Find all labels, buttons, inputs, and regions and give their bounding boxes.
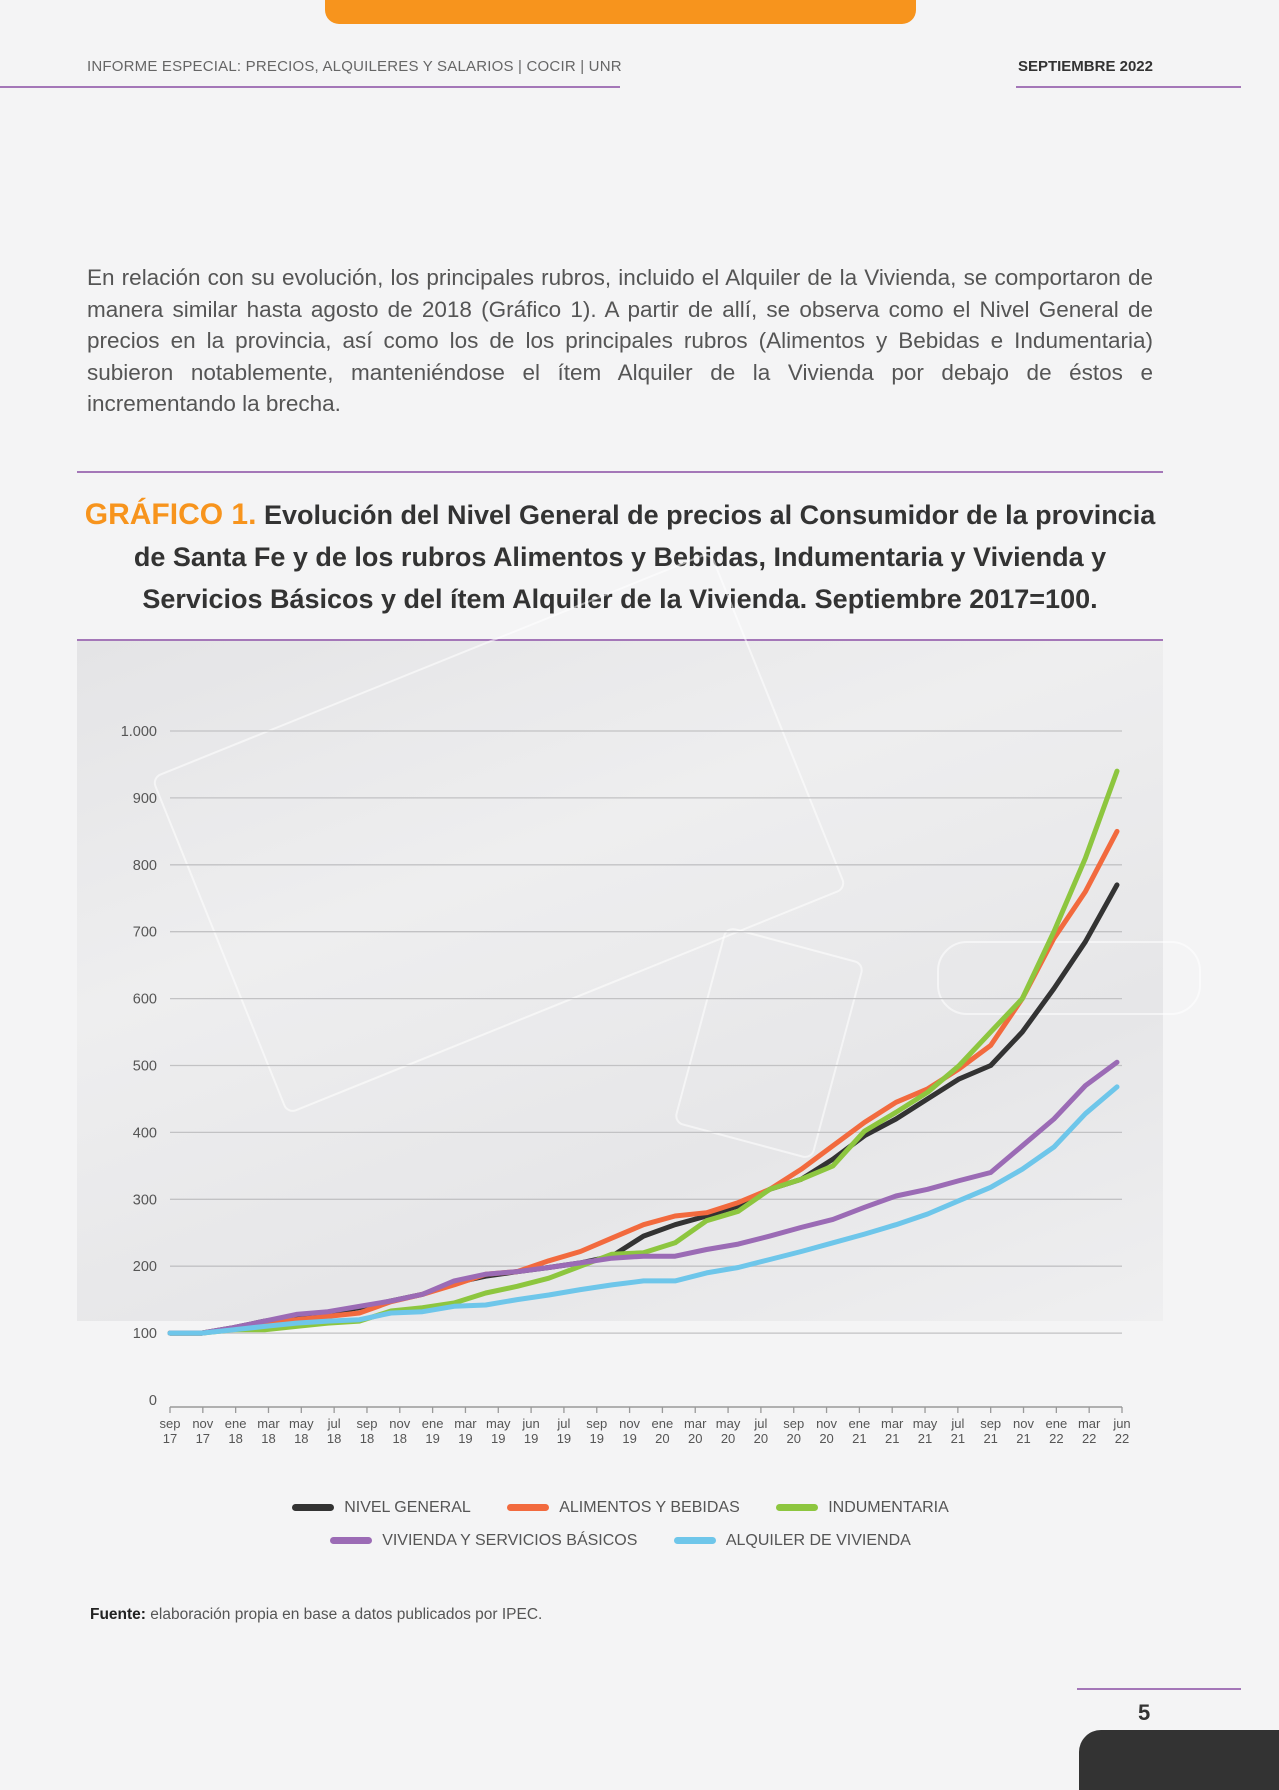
- series-line-4: [170, 1087, 1117, 1333]
- x-tick-label: 21: [884, 1431, 900, 1446]
- x-tick-label: jul: [557, 1416, 571, 1431]
- x-tick-label: 20: [819, 1431, 834, 1446]
- y-tick-label: 0: [148, 1393, 157, 1409]
- x-tick-label: 20: [786, 1431, 801, 1446]
- y-tick-label: 500: [132, 1058, 157, 1075]
- report-header-date: SEPTIEMBRE 2022: [1017, 58, 1153, 75]
- x-tick-label: 19: [491, 1431, 506, 1446]
- x-tick-label: 21: [917, 1431, 933, 1446]
- chart-caption-label: GRÁFICO 1.: [84, 498, 257, 531]
- x-tick-label: may: [289, 1416, 314, 1431]
- source-text: elaboración propia en base a datos publicados por IPEC.: [150, 1606, 543, 1623]
- y-tick-label: 100: [132, 1326, 157, 1343]
- x-tick-label: jul: [754, 1416, 768, 1431]
- x-tick-label: jul: [327, 1416, 341, 1431]
- x-tick-label: nov: [619, 1416, 641, 1431]
- series-line-2: [170, 771, 1117, 1333]
- x-tick-label: 21: [1016, 1431, 1031, 1446]
- x-tick-label: sep: [159, 1416, 181, 1431]
- x-tick-label: mar: [684, 1416, 707, 1431]
- x-tick-label: 22: [1081, 1431, 1097, 1446]
- x-tick-label: nov: [192, 1416, 214, 1431]
- page-number: 5: [1138, 1700, 1151, 1725]
- x-tick-label: 18: [294, 1431, 309, 1446]
- header-rule-left: [0, 86, 620, 88]
- legend-swatch: [330, 1537, 372, 1544]
- legend-swatch: [674, 1537, 716, 1544]
- legend-label: NIVEL GENERAL: [344, 1498, 471, 1516]
- line-chart: [77, 641, 1163, 1446]
- x-tick-label: sep: [980, 1416, 1002, 1431]
- x-tick-label: 19: [523, 1431, 539, 1446]
- report-header-title: INFORME ESPECIAL: PRECIOS, ALQUILERES Y SALARIOS | COCIR | UNR: [87, 58, 622, 75]
- legend-label: INDUMENTARIA: [828, 1498, 949, 1516]
- x-tick-label: jul: [951, 1416, 965, 1431]
- y-tick-label: 200: [132, 1259, 157, 1276]
- y-tick-label: 700: [132, 924, 157, 941]
- x-tick-label: may: [912, 1416, 938, 1431]
- header-accent-tab: [325, 0, 916, 24]
- x-tick-label: ene: [651, 1416, 674, 1431]
- x-tick-label: ene: [224, 1416, 247, 1431]
- x-tick-label: 22: [1049, 1431, 1064, 1446]
- chart-area: [77, 641, 1163, 1446]
- x-tick-label: sep: [356, 1416, 378, 1431]
- y-tick-label: 900: [132, 790, 157, 807]
- x-tick-label: 18: [359, 1431, 375, 1446]
- x-tick-label: sep: [783, 1416, 805, 1431]
- source-label: Fuente:: [90, 1606, 146, 1623]
- footer-rule: [1077, 1688, 1241, 1690]
- x-tick-label: 19: [556, 1431, 572, 1446]
- x-tick-label: ene: [421, 1416, 444, 1431]
- x-tick-label: may: [715, 1416, 741, 1431]
- y-tick-label: 400: [132, 1125, 157, 1142]
- x-tick-label: 19: [458, 1431, 473, 1446]
- x-tick-label: ene: [848, 1416, 871, 1431]
- y-tick-label: 600: [132, 991, 157, 1008]
- legend-item-indumentaria: [776, 1499, 949, 1517]
- legend-item-vivienda: [330, 1532, 637, 1550]
- x-tick-label: 18: [228, 1431, 243, 1446]
- x-tick-label: 19: [622, 1431, 637, 1446]
- x-tick-label: mar: [1077, 1416, 1101, 1431]
- chart-caption-text: Evolución del Nivel General de precios al Consumidor de la provincia de Santa Fe y de los rubros Alimentos y Bebidas, Indumentaria y Vivienda y Servicios Básicos y del ítem Alquiler de la Vivienda. Septiembre 2017=100.: [133, 500, 1156, 614]
- x-tick-label: sep: [586, 1416, 608, 1431]
- legend-item-nivel-general: [292, 1499, 471, 1517]
- x-tick-label: 18: [261, 1431, 276, 1446]
- legend-row-1: [0, 1498, 1241, 1517]
- intro-paragraph: En relación con su evolución, los principales rubros, incluido el Alquiler de la Vivienda, se comportaron de manera similar hasta agosto de 2018 (Gráfico 1). A partir de allí, se observa como el Nivel General de precios en la provincia, así como los de los principales rubros (Alimentos y Bebidas e Indumentaria) subieron notablemente, manteniéndose el ítem Alquiler de la Vivienda por debajo de éstos e incrementando la brecha.: [87, 265, 1153, 416]
- source-note: [90, 1606, 542, 1624]
- x-tick-label: 18: [326, 1431, 342, 1446]
- x-tick-label: 20: [720, 1431, 736, 1446]
- legend-row-2: [0, 1531, 1241, 1550]
- x-tick-label: 21: [983, 1431, 998, 1446]
- x-tick-label: 21: [950, 1431, 966, 1446]
- x-tick-label: may: [485, 1416, 511, 1431]
- x-tick-label: 18: [392, 1431, 408, 1446]
- x-tick-label: 17: [162, 1431, 178, 1446]
- x-tick-label: nov: [816, 1416, 838, 1431]
- legend-label: ALQUILER DE VIVIENDA: [725, 1531, 911, 1549]
- x-tick-label: jun: [1113, 1416, 1131, 1431]
- legend-label: ALIMENTOS Y BEBIDAS: [559, 1498, 740, 1516]
- footer-corner-block: [1079, 1730, 1279, 1790]
- x-tick-label: 19: [425, 1431, 440, 1446]
- y-tick-label: 1.000: [120, 724, 157, 740]
- x-tick-label: nov: [1013, 1416, 1035, 1431]
- x-tick-label: 19: [589, 1431, 604, 1446]
- x-tick-label: mar: [257, 1416, 280, 1431]
- legend-swatch: [292, 1504, 334, 1511]
- x-tick-label: 17: [195, 1431, 211, 1446]
- legend-label: VIVIENDA Y SERVICIOS BÁSICOS: [382, 1531, 638, 1549]
- x-tick-label: 20: [688, 1431, 703, 1446]
- legend-item-alimentos: [507, 1499, 740, 1517]
- x-tick-label: 20: [655, 1431, 670, 1446]
- x-tick-label: 20: [753, 1431, 769, 1446]
- legend-item-alquiler: [674, 1532, 911, 1550]
- series-line-3: [170, 1062, 1117, 1333]
- x-tick-label: mar: [881, 1416, 904, 1431]
- caption-rule-top: [77, 471, 1163, 473]
- legend-swatch: [776, 1504, 818, 1511]
- x-tick-label: 21: [852, 1431, 867, 1446]
- x-tick-label: 22: [1114, 1431, 1130, 1446]
- x-tick-label: jun: [522, 1416, 540, 1431]
- x-tick-label: mar: [454, 1416, 477, 1431]
- x-tick-label: ene: [1045, 1416, 1068, 1431]
- x-tick-label: nov: [389, 1416, 411, 1431]
- y-tick-label: 800: [132, 857, 157, 874]
- y-tick-label: 300: [132, 1192, 157, 1209]
- header-rule-right: [1016, 86, 1241, 88]
- legend-swatch: [507, 1504, 549, 1511]
